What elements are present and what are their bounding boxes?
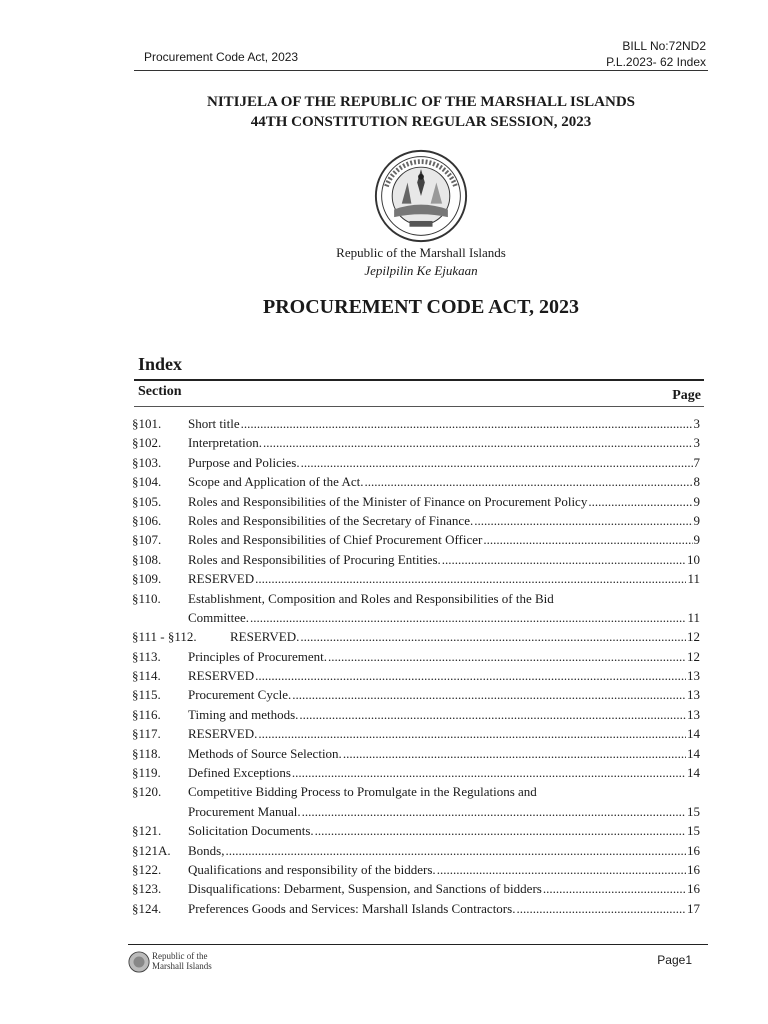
toc-entry xyxy=(132,589,700,628)
toc-line xyxy=(188,550,700,569)
toc-section-title: Bonds, xyxy=(188,842,225,858)
section-column-header: Section xyxy=(138,384,182,399)
toc-section-title: Roles and Responsibilities of Chief Procurement Officer xyxy=(188,532,483,548)
toc-entry xyxy=(132,627,700,646)
dot-leader xyxy=(300,627,686,646)
page-column-header: Page xyxy=(672,388,701,403)
toc-section-title: Short title xyxy=(188,416,240,431)
toc-section-title: Roles and Responsibilities of Procuring Entities. xyxy=(188,551,441,567)
toc-section-title: Competitive Bidding Process to Promulgate in the Regulations and xyxy=(188,784,537,800)
toc-line xyxy=(188,782,700,801)
toc-page-number: 16 xyxy=(687,842,700,858)
dot-leader xyxy=(255,666,686,685)
toc-page-number: 16 xyxy=(687,881,700,897)
toc-page-number: 15 xyxy=(687,803,700,819)
toc-page-number: 3 xyxy=(693,416,700,431)
toc-entry-body xyxy=(188,647,700,666)
toc-section-title: RESERVED. xyxy=(230,629,300,645)
toc-page-number: 9 xyxy=(693,493,700,509)
dot-leader xyxy=(255,569,686,588)
toc-entry xyxy=(132,414,700,433)
toc-entry-body xyxy=(188,414,700,433)
toc-entry xyxy=(132,782,700,821)
toc-section-number: §111 - §112. xyxy=(132,629,197,645)
toc-line xyxy=(188,433,700,452)
toc-section-title: Methods of Source Selection. xyxy=(188,745,342,761)
toc-section-number: §121. xyxy=(132,823,162,839)
toc-section-number: §116. xyxy=(132,706,161,722)
session-name: 44TH CONSTITUTION REGULAR SESSION, 2023 xyxy=(250,114,592,130)
dot-leader xyxy=(437,860,686,879)
footer-rule xyxy=(128,944,708,945)
toc-entry xyxy=(132,433,700,452)
toc-section-title: Roles and Responsibilities of the Secretary of Finance. xyxy=(188,512,474,528)
toc-entry-body xyxy=(188,589,700,628)
toc-entry-body xyxy=(188,763,700,782)
toc-entry-body xyxy=(188,724,700,743)
toc-section-title: Principles of Procurement. xyxy=(188,648,327,664)
toc-entry xyxy=(132,492,700,511)
toc-section-number: §123. xyxy=(132,881,162,897)
dot-leader xyxy=(292,685,686,704)
public-law-reference: P.L.2023- 62 Index xyxy=(606,55,706,69)
act-title: PROCUREMENT CODE ACT, 2023 xyxy=(263,296,579,318)
toc-entry xyxy=(132,724,700,743)
footer-seal-icon xyxy=(128,951,150,973)
toc-line xyxy=(188,511,700,530)
toc-entry-body xyxy=(188,879,700,898)
toc-page-number: 11 xyxy=(687,571,700,587)
toc-entry xyxy=(132,860,700,879)
toc-section-title: Qualifications and responsibility of the bidders. xyxy=(188,862,436,878)
toc-section-title: RESERVED xyxy=(188,668,255,684)
toc-entry xyxy=(132,569,700,588)
toc-entry-body xyxy=(188,453,700,472)
toc-section-title: Disqualifications: Debarment, Suspension, and Sanctions of bidders xyxy=(188,881,542,897)
dot-leader xyxy=(258,724,686,743)
toc-line xyxy=(188,841,700,860)
toc-line xyxy=(230,627,700,646)
toc-entry-body xyxy=(188,530,700,549)
toc-page-number: 14 xyxy=(687,745,700,761)
toc-page-number: 3 xyxy=(693,435,700,451)
toc-entry-body xyxy=(188,666,700,685)
column-header-rule xyxy=(134,406,704,407)
dot-leader xyxy=(299,705,686,724)
toc-entry-body xyxy=(188,860,700,879)
toc-section-title: Procurement Manual. xyxy=(188,803,301,819)
parliament-name: NITIJELA OF THE REPUBLIC OF THE MARSHALL ISLANDS xyxy=(206,94,636,110)
toc-line xyxy=(188,647,700,666)
toc-line xyxy=(188,705,700,724)
dot-leader xyxy=(302,802,686,821)
toc-section-title: Scope and Application of the Act. xyxy=(188,474,364,490)
toc-entry-body xyxy=(188,472,700,491)
toc-section-title: RESERVED. xyxy=(188,726,258,742)
toc-entry-body xyxy=(188,841,700,860)
toc-page-number: 12 xyxy=(687,648,700,664)
toc-section-title: Purpose and Policies. xyxy=(188,454,300,470)
toc-section-title: RESERVED xyxy=(188,571,255,587)
toc-section-number: §120. xyxy=(132,784,162,800)
toc-page-number: 9 xyxy=(693,532,700,548)
dot-leader xyxy=(225,841,686,860)
toc-section-number: §114. xyxy=(132,668,161,684)
country-name-local: Jepilpilin Ke Ejukaan xyxy=(364,263,478,278)
toc-section-title: Roles and Responsibilities of the Minister of Finance on Procurement Policy xyxy=(188,493,588,509)
toc-section-title: Preferences Goods and Services: Marshall Islands Contractors. xyxy=(188,900,516,916)
toc-section-number: §119. xyxy=(132,765,161,781)
table-of-contents xyxy=(132,414,700,918)
toc-section-number: §109. xyxy=(132,571,162,587)
toc-entry-body xyxy=(188,685,700,704)
dot-leader xyxy=(474,511,692,530)
toc-section-number: §102. xyxy=(132,435,162,451)
toc-entry-body xyxy=(188,744,700,763)
toc-entry-body xyxy=(188,705,700,724)
dot-leader xyxy=(241,414,693,433)
dot-leader xyxy=(263,433,693,452)
toc-entry xyxy=(132,821,700,840)
toc-line xyxy=(188,685,700,704)
dot-leader xyxy=(364,472,692,491)
toc-entry xyxy=(132,647,700,666)
toc-entry xyxy=(132,879,700,898)
toc-section-number: §101. xyxy=(132,416,162,431)
footer-logo-line-2: Marshall Islands xyxy=(152,961,212,971)
toc-entry xyxy=(132,472,700,491)
running-header-reference xyxy=(606,38,706,70)
toc-line xyxy=(188,821,700,840)
toc-line xyxy=(188,492,700,511)
toc-page-number: 13 xyxy=(687,687,700,703)
dot-leader xyxy=(328,647,686,666)
toc-section-number: §124. xyxy=(132,900,162,916)
toc-page-number: 13 xyxy=(687,668,700,684)
toc-entry-body xyxy=(188,511,700,530)
toc-entry xyxy=(132,705,700,724)
toc-entry xyxy=(132,685,700,704)
toc-section-number: §103. xyxy=(132,454,162,470)
toc-entry xyxy=(132,550,700,569)
toc-section-title: Establishment, Composition and Roles and Responsibilities of the Bid xyxy=(188,590,554,606)
toc-page-number: 14 xyxy=(687,726,700,742)
toc-section-number: §121A. xyxy=(132,842,171,858)
toc-section-number: §107. xyxy=(132,532,162,548)
toc-page-number: 13 xyxy=(687,706,700,722)
toc-line xyxy=(188,569,700,588)
toc-line xyxy=(188,589,700,608)
toc-page-number: 9 xyxy=(693,512,700,528)
toc-section-title: Solicitation Documents. xyxy=(188,823,314,839)
national-seal-icon xyxy=(373,148,469,244)
toc-page-number: 7 xyxy=(693,454,700,470)
header-rule xyxy=(134,70,708,71)
toc-entry-body xyxy=(188,492,700,511)
toc-section-number: §113. xyxy=(132,648,161,664)
footer-logo-line-1: Republic of the xyxy=(152,951,208,961)
toc-entry xyxy=(132,899,700,918)
toc-line xyxy=(188,453,700,472)
dot-leader xyxy=(516,899,686,918)
bill-number: BILL No:72ND2 xyxy=(622,39,706,53)
footer-logo-text xyxy=(152,951,212,971)
toc-section-number: §110. xyxy=(132,590,161,606)
dot-leader xyxy=(292,763,686,782)
parliament-heading xyxy=(134,92,708,132)
toc-section-title: Interpretation. xyxy=(188,435,262,451)
toc-section-title: Timing and methods. xyxy=(188,706,299,722)
toc-section-number: §106. xyxy=(132,512,162,528)
toc-section-number: §115. xyxy=(132,687,161,703)
toc-entry xyxy=(132,530,700,549)
toc-entry-body xyxy=(188,569,700,588)
running-header-title: Procurement Code Act, 2023 xyxy=(144,50,299,64)
dot-leader xyxy=(588,492,692,511)
toc-page-number: 15 xyxy=(687,823,700,839)
index-heading: Index xyxy=(138,354,183,374)
toc-section-title: Committee. xyxy=(188,609,250,625)
toc-section-number: §122. xyxy=(132,862,162,878)
dot-leader xyxy=(442,550,686,569)
toc-section-number: §105. xyxy=(132,493,162,509)
toc-page-number: 14 xyxy=(687,765,700,781)
toc-entry-body xyxy=(188,782,700,821)
dot-leader xyxy=(543,879,686,898)
dot-leader xyxy=(343,744,686,763)
toc-page-number: 12 xyxy=(687,629,700,645)
toc-line xyxy=(188,763,700,782)
toc-line xyxy=(188,414,700,433)
toc-section-title: Procurement Cycle. xyxy=(188,687,292,703)
toc-entry-body xyxy=(230,627,700,646)
toc-page-number: 10 xyxy=(687,551,700,567)
toc-entry xyxy=(132,841,700,860)
toc-page-number: 17 xyxy=(687,900,700,916)
toc-line xyxy=(188,899,700,918)
toc-page-number: 8 xyxy=(693,474,700,490)
toc-entry-body xyxy=(188,550,700,569)
toc-line xyxy=(188,530,700,549)
toc-line xyxy=(188,802,700,821)
toc-entry xyxy=(132,666,700,685)
toc-section-number: §117. xyxy=(132,726,161,742)
toc-page-number: 11 xyxy=(687,609,700,625)
toc-line xyxy=(188,724,700,743)
toc-line xyxy=(188,879,700,898)
country-name: Republic of the Marshall Islands xyxy=(336,245,506,260)
toc-line xyxy=(188,608,700,627)
index-rule xyxy=(134,379,704,381)
dot-leader xyxy=(250,608,686,627)
toc-section-title: Defined Exceptions xyxy=(188,765,291,781)
toc-line xyxy=(188,472,700,491)
toc-entry-body xyxy=(188,899,700,918)
toc-entry xyxy=(132,744,700,763)
dot-leader xyxy=(301,453,693,472)
toc-entry xyxy=(132,511,700,530)
toc-line xyxy=(188,666,700,685)
toc-line xyxy=(188,860,700,879)
toc-entry xyxy=(132,763,700,782)
page-number: Page1 xyxy=(657,953,692,967)
toc-entry xyxy=(132,453,700,472)
toc-entry-body xyxy=(188,433,700,452)
toc-line xyxy=(188,744,700,763)
toc-entry-body xyxy=(188,821,700,840)
dot-leader xyxy=(483,530,692,549)
toc-section-number: §108. xyxy=(132,551,162,567)
country-block xyxy=(134,244,708,280)
toc-section-number: §118. xyxy=(132,745,161,761)
toc-page-number: 16 xyxy=(687,862,700,878)
toc-section-number: §104. xyxy=(132,474,162,490)
dot-leader xyxy=(315,821,686,840)
